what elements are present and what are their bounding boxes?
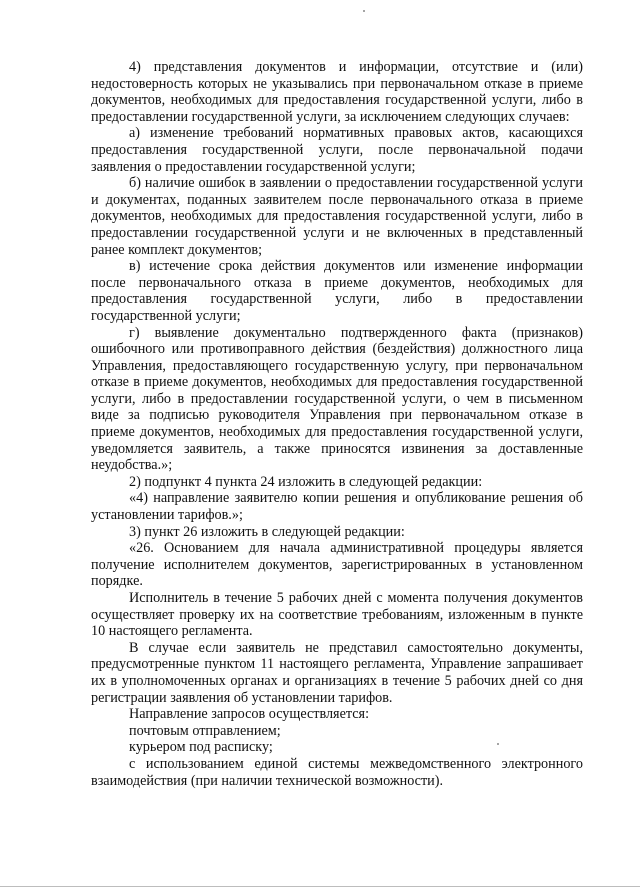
paragraph-subitem-g: г) выявление документально подтвержденного факта (признаков) ошибочного или противоправного действия (бездействия) должностного лица Управления, предоставляющего государственную услугу, при первоначальном отказе в приеме документов, необходимых для предоставления государственной услуги, либо в предоставлении государственной услуги, о чем в письменном виде за подписью руководителя Управления при первоначальном отказе в приеме документов, необходимых для предоставления государственной услуги, уведомляется заявитель, а также приносятся извинения за доставленные неудобства.»; <box>91 324 583 474</box>
paragraph-quoted-subitem-4: «4) направление заявителю копии решения и опубликование решения об установлении тарифов.»; <box>91 490 583 524</box>
paragraph-subitem-b: б) наличие ошибок в заявлении о предоставлении государственной услуги и документах, поданных заявителем после первоначального отказа в приеме документов, необходимых для предоставления государственной услуги, либо в предоставлении государственной услуги и не включенных в представленный ранее комплект документов; <box>91 175 583 258</box>
paragraph-amendment-2: 2) подпункт 4 пункта 24 изложить в следующей редакции: <box>129 473 483 490</box>
document-body <box>91 59 583 789</box>
paragraph-amendment-3: 3) пункт 26 изложить в следующей редакции: <box>129 523 405 540</box>
paragraph-quoted-item-26: «26. Основанием для начала административной процедуры является получение исполнителем документов, зарегистрированных в установленном порядке. <box>91 540 583 590</box>
paragraph-requests: В случае если заявитель не представил самостоятельно документы, предусмотренные пунктом 11 настоящего регламента, Управление запрашивает их в уполномоченных органах и организациях в течение 5 рабочих дней со дня регистрации заявления об установлении тарифов. <box>91 639 583 706</box>
paragraph-item-4: 4) представления документов и информации, отсутствие и (или) недостоверность которых не указывались при первоначальном отказе в приеме документов, необходимых для предоставления государственной услуги, либо в предоставлении государственной услуги, за исключением следующих случаев: <box>91 59 583 125</box>
paragraph-request-methods: Направление запросов осуществляется: <box>129 706 370 723</box>
paragraph-executor-check: Исполнитель в течение 5 рабочих дней с момента получения документов осуществляет проверку их на соответствие требованиям, изложенным в пункте 10 настоящего регламента. <box>91 590 583 640</box>
paragraph-method-post: почтовым отправлением; <box>129 722 281 739</box>
paragraph-method-smev: с использованием единой системы межведомственного электронного взаимодействия (при наличии технической возможности). <box>91 755 583 789</box>
scan-bottom-edge <box>0 886 640 887</box>
scan-speck <box>363 10 365 12</box>
paragraph-method-courier: курьером под расписку; <box>129 739 273 756</box>
paragraph-subitem-a: а) изменение требований нормативных правовых актов, касающихся предоставления государственной услуги, после первоначальной подачи заявления о предоставлении государственной услуги; <box>91 125 583 175</box>
paragraph-subitem-v: в) истечение срока действия документов или изменение информации после первоначального отказа в приеме документов, необходимых для предоставления государственной услуги, либо в предоставлении государственной услуги; <box>91 258 583 324</box>
